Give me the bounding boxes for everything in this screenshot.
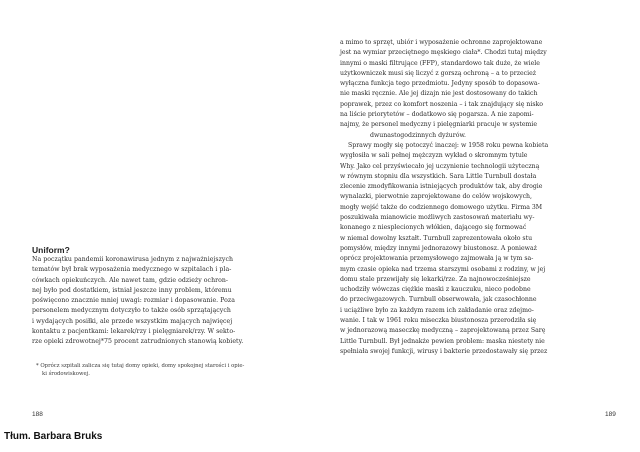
text-line: personelem medycznym dotyczyło to także osób sprzątających: [32, 307, 231, 315]
text-line: wygłosiła w sali pełnej mężczyzn wykład o skromnym tytule: [340, 152, 528, 160]
text-line: mym czasie opieka nad trzema starszymi osobami z rodziny, w jej: [340, 265, 546, 273]
text-line: konanego z niesplecionych włókien, dającego się formować: [340, 224, 527, 232]
text-line: wyłączna funkcja tego przedmiotu. Jedyny sposób to dopasowa-: [340, 80, 540, 88]
text-line: pomysłów, między innymi jednorazowy biustonosz. A ponieważ: [340, 244, 537, 252]
page-number-right: 189: [605, 411, 616, 418]
text-line: użytkowniczek musi się liczyć z gorszą ochroną – a to przecież: [340, 69, 536, 77]
text-line: mogły wejść także do codziennego domowego użytku. Firma 3M: [340, 203, 543, 211]
text-line: innymi o maski filtrujące (FFP), standardowo tak duże, że wiele: [340, 59, 540, 67]
text-line: tematów był brak wyposażenia medycznego w szpitalach i pla-: [32, 266, 232, 274]
text-line: i wydających posiłki, ale przede wszystkim mających najwięcej: [32, 317, 233, 325]
text-line: do przeciwgazowych. Turnbull obserwowała, jak czasochłonne: [340, 296, 537, 304]
right-page: [340, 0, 630, 452]
text-line: Na początku pandemii koronawirusa jednym z najważniejszych: [32, 256, 234, 263]
text-line: wanie. I tak w 1961 roku miseczka biustonosza przerodziła się: [340, 317, 537, 325]
text-line: nej było pod dostatkiem, istniał jeszcze inny problem, któremu: [32, 286, 232, 294]
text-line: rze opieki zdrowotnej*75 procent zatrudnionych stanowią kobiety.: [32, 338, 244, 346]
page-number-left: 188: [32, 411, 43, 418]
text-line: spełniała swojej funkcji, wirusy i bakterie przedostawały się przez: [340, 347, 548, 355]
text-line: na liście priorytetów – dodatkowo się pogarsza. A nie zapomi-: [340, 111, 534, 119]
text-line: Little Turnbull. Był jednakże pewien problem: maska niestety nie: [340, 337, 545, 345]
text-line: domu stale przewijały się lekarki/rze. Za najnowocześniejsze: [340, 275, 531, 283]
text-line: a mimo to sprzęt, ubiór i wyposażenie ochronne zaprojektowane: [340, 39, 543, 46]
text-line: zlecenie zmodyfikowania istniejących produktów tak, aby drogie: [340, 183, 543, 191]
left-page: [22, 0, 322, 452]
text-line: poszukiwała mianowicie możliwych zastosowań materiału wy-: [340, 214, 535, 222]
text-line: Why. Jako cel przyświecało jej uczynienie technologii użyteczną: [340, 162, 540, 170]
text-line: jest na wymiar przeciętnego męskiego ciała*. Chodzi tutaj między: [340, 49, 547, 57]
text-line: Sprawy mogły się potoczyć inaczej: w 1958 roku pewna kobieta: [348, 141, 549, 149]
text-line: uchodziły wówczas ciężkie maski z kauczuku, nieco podobne: [340, 286, 531, 294]
text-line: w niemal dowolny kształt. Turnbull zaprezentowała około stu: [340, 234, 533, 242]
footnote-line: * Oprócz szpitali zalicza się tutaj domy opieki, domy spokojnej starości i opie-: [36, 363, 245, 369]
text-line: i uciążliwe było za każdym razem ich zakładanie oraz zdejmo-: [340, 306, 534, 314]
text-line: nie maski ręcznie. Ale jej dizajn nie jest dostosowany do takich: [340, 90, 538, 98]
text-line: dwunastogodzinnych dyżurów.: [370, 131, 466, 139]
text-line: najmy, że personel medyczny i pielęgniarki pracuje w systemie: [340, 121, 538, 129]
section-heading: Uniform?: [32, 245, 70, 255]
text-line: w jednorazową maseczkę medyczną – zaprojektowaną przez Sarę: [340, 327, 546, 335]
text-line: w równym stopniu dla wszystkich. Sara Little Turnbull dostała: [340, 172, 537, 180]
text-line: poświęcono znacznie mniej uwagi: rozmiar i dopasowanie. Poza: [32, 297, 235, 305]
text-line: kontaktu z pacjentkami: lekarek/rzy i pielęgniarek/rzy. W sekto-: [32, 328, 236, 336]
text-line: oprócz projektowania przemysłowego zajmowała ją w tym sa-: [340, 255, 534, 263]
footnote: [36, 362, 286, 378]
text-line: poprawek, przez co komfort noszenia – i tak znajdujący się nisko: [340, 100, 543, 108]
text-line: wynalazki, pierwotnie zaprojektowane do celów wojskowych,: [340, 193, 532, 201]
translator-credit: Tłum. Barbara Bruks: [4, 431, 103, 442]
footnote-line: ki środowiskowej.: [42, 371, 90, 378]
text-line: cówkach opiekuńczych. Ale nawet tam, gdzie odzieży ochron-: [32, 276, 229, 284]
left-body-text: [32, 255, 294, 348]
right-body-text: [340, 38, 630, 357]
